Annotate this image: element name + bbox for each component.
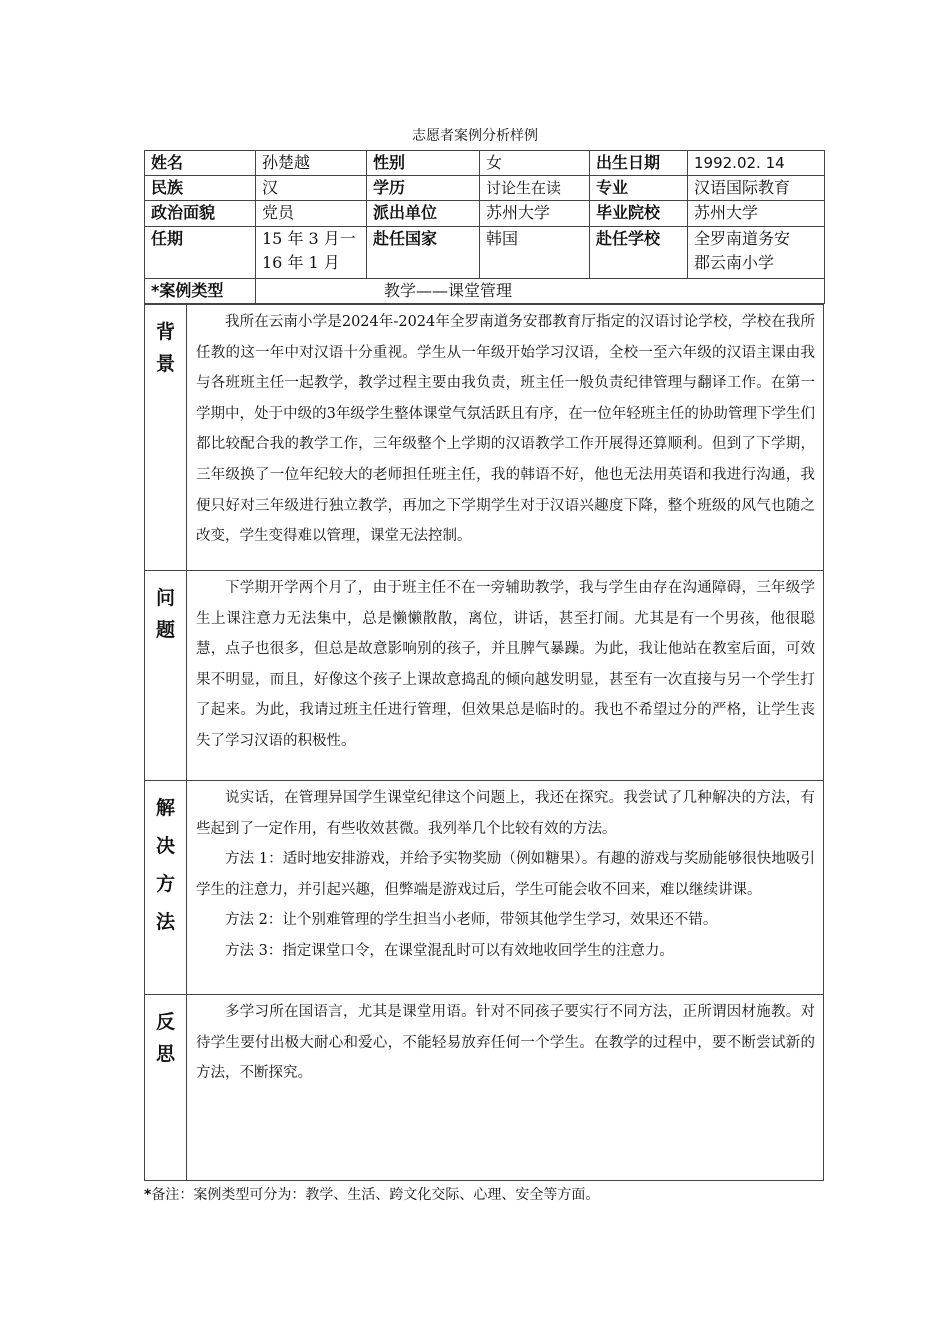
reflection-label: 反 思	[145, 995, 187, 1181]
term-end: 16 年 1 月	[262, 253, 340, 272]
school-value	[688, 227, 825, 279]
background-section	[145, 305, 824, 571]
solution-text	[187, 781, 824, 995]
term-value	[256, 227, 367, 279]
name-label: 姓名	[145, 151, 256, 176]
political-label: 政治面貌	[145, 201, 256, 227]
solution-method-3: 方法 3：指定课堂口令，在课堂混乱时可以有效地收回学生的注意力。	[225, 942, 674, 959]
solution-label: 解 决 方 法	[145, 781, 187, 995]
country-value: 韩国	[480, 227, 590, 279]
reflection-section	[145, 995, 824, 1181]
problem-text: 下学期开学两个月了，由于班主任不在一旁辅助教学，我与学生由存在沟通障碍，三年级学生上课注意力无法集中，总是懒懒散散，离位，讲话，甚至打闹。尤其是有一个男孩，他很聪慧，点子也很多，但总是故意影响别的孩子，并且脾气暴躁。为此，我让他站在教室后面，可效果不明显，而且，好像这个孩子上课故意捣乱的倾向越发明显，甚至有一次直接与另一个学生打了起来。为此，我请过班主任进行管理，但效果总是临时的。我也不希望过分的严格，让学生丧失了学习汉语的积极性。	[187, 571, 824, 781]
solution-section	[145, 781, 824, 995]
political-value: 党员	[256, 201, 367, 227]
gender-label: 性别	[367, 151, 480, 176]
solution-intro: 说实话，在管理异国学生课堂纪律这个问题上，我还在探究。我尝试了几种解决的方法，有些起到了一定作用，有些收效甚微。我列举几个比较有效的方法。	[196, 790, 815, 837]
school-line-2: 郡云南小学	[694, 253, 775, 272]
solution-method-1: 方法 1：适时地安排游戏，并给予实物奖励（例如糖果）。有趣的游戏与奖励能够很快地吸引学生的注意力，并引起兴趣，但弊端是游戏过后，学生可能会收不回来，难以继续讲课。	[196, 851, 815, 898]
problem-section	[145, 571, 824, 781]
graduation-value: 苏州大学	[688, 201, 825, 227]
case-form	[144, 150, 824, 1181]
problem-label: 问 题	[145, 571, 187, 781]
major-label: 专业	[590, 176, 688, 201]
country-label: 赴任国家	[367, 227, 480, 279]
birth-label: 出生日期	[590, 151, 688, 176]
major-value: 汉语国际教育	[688, 176, 825, 201]
school-label: 赴任学校	[590, 227, 688, 279]
birth-value: 1992.02. 14	[688, 151, 825, 176]
dispatch-label: 派出单位	[367, 201, 480, 227]
ethnic-value: 汉	[256, 176, 367, 201]
background-label: 背 景	[145, 305, 187, 571]
footnote	[144, 1185, 599, 1205]
name-value: 孙楚越	[256, 151, 367, 176]
footnote-text: 备注：案例类型可分为：教学、生活、跨文化交际、心理、安全等方面。	[151, 1187, 600, 1203]
footnote-star: *	[144, 1187, 152, 1203]
term-label: 任期	[145, 227, 256, 279]
gender-value: 女	[480, 151, 590, 176]
reflection-text: 多学习所在国语言，尤其是课堂用语。针对不同孩子要实行不同方法，正所谓因材施教。对待学生要付出极大耐心和爱心，不能轻易放弃任何一个学生。在教学的过程中，要不断尝试新的方法，不断探究。	[187, 995, 824, 1181]
case-type-label: *案例类型	[145, 279, 256, 304]
graduation-label: 毕业院校	[590, 201, 688, 227]
dispatch-value: 苏州大学	[480, 201, 590, 227]
case-body-table	[144, 304, 824, 1181]
education-value: 讨论生在读	[480, 176, 590, 201]
education-label: 学历	[367, 176, 480, 201]
ethnic-label: 民族	[145, 176, 256, 201]
page-title: 志愿者案例分析样例	[412, 128, 538, 144]
background-text: 我所在云南小学是2024年-2024年全罗南道务安郡教育厅指定的汉语讨论学校，学校在我所任教的这一年中对汉语十分重视。学生从一年级开始学习汉语，全校一至六年级的汉语主课由我与各班班主任一起教学，教学过程主要由我负责，班主任一般负责纪律管理与翻译工作。在第一学期中，处于中级的3年级学生整体课堂气氛活跃且有序，在一位年轻班主任的协助管理下学生们都比较配合我的教学工作，三年级整个上学期的汉语教学工作开展得还算顺利。但到了下学期，三年级换了一位年纪较大的老师担任班主任，我的韩语不好，他也无法用英语和我进行沟通，我便只好对三年级进行独立教学，再加之下学期学生对于汉语兴趣度下降，整个班级的风气也随之改变，学生变得难以管理，课堂无法控制。	[187, 305, 824, 571]
school-line-1: 全罗南道务安	[694, 229, 791, 248]
term-start: 15 年 3 月一	[262, 229, 356, 248]
solution-method-2: 方法 2：让个别难管理的学生担当小老师，带领其他学生学习，效果还不错。	[225, 912, 718, 929]
case-type-value: 教学——课堂管理	[256, 279, 825, 304]
info-table	[144, 150, 825, 304]
